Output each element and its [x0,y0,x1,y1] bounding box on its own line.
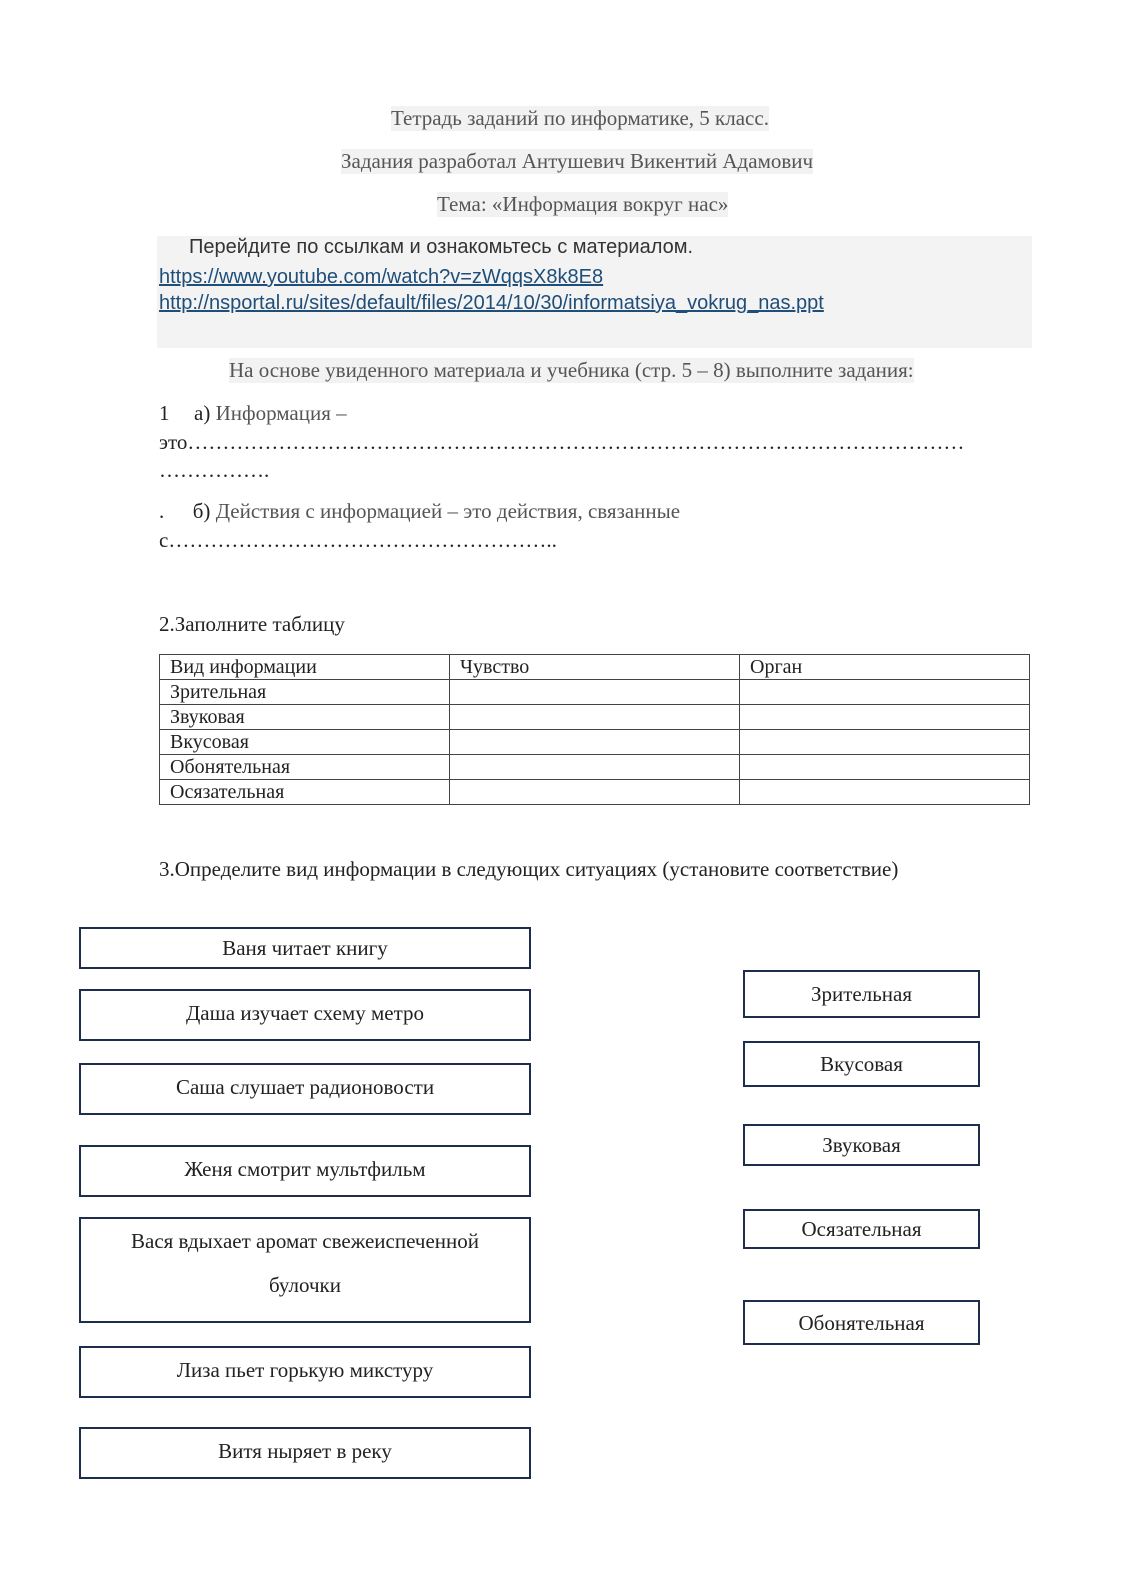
situation-label: Лиза пьет горькую микстуру [176,1358,434,1382]
document-title: Тетрадь заданий по информатике, 5 класс. [391,106,769,130]
links-intro: Перейдите по ссылкам и ознакомьтесь с материалом. [189,236,694,258]
empty-answer-cell[interactable] [450,680,740,705]
youtube-link[interactable]: https://www.youtube.com/watch?v=zWqqsX8k8E8 [159,266,604,288]
row-type-cell: Обонятельная [160,755,450,780]
task1-a-text: Информация – [215,401,347,425]
empty-answer-cell[interactable] [450,705,740,730]
row-type-cell: Зрительная [160,680,450,705]
empty-answer-cell[interactable] [450,730,740,755]
type-box[interactable] [743,1041,980,1087]
situation-box[interactable] [79,927,531,969]
empty-answer-cell[interactable] [450,780,740,805]
type-label: Обонятельная [798,1310,925,1335]
situation-box[interactable] [79,1427,531,1479]
task1-b-answer-line: с……………………………………………….. [159,528,557,552]
situation-box[interactable] [79,1063,531,1115]
task1-a-answer-line2: ……………. [159,458,270,482]
situation-label: Женя смотрит мультфильм [184,1157,426,1181]
situation-box[interactable] [79,1346,531,1398]
task1-b-dot: . [159,499,165,523]
table-row [160,730,1030,755]
task1-b [159,499,680,524]
nsportal-link[interactable]: http://nsportal.ru/sites/default/files/2014/10/30/informatsiya_vokrug_nas.ppt [159,292,824,314]
row-type-cell: Звуковая [160,705,450,730]
task1-a-answer-line: это………………………………………………………………………………………………… [159,430,965,454]
situation-label-cont: булочки [269,1273,341,1297]
author-line: Задания разработал Антушевич Викентий Адамович [341,149,814,173]
type-box[interactable] [743,1300,980,1345]
situation-box[interactable] [79,989,531,1041]
links-section [157,236,1032,348]
info-table [159,654,1030,805]
empty-answer-cell[interactable] [740,705,1030,730]
header-cell-organ: Орган [740,655,1030,680]
empty-answer-cell[interactable] [740,680,1030,705]
header-cell-sense: Чувство [450,655,740,680]
type-box[interactable] [743,970,980,1018]
type-box[interactable] [743,1209,980,1249]
table-row [160,780,1030,805]
type-label: Осязательная [801,1217,922,1241]
empty-answer-cell[interactable] [740,755,1030,780]
situation-label: Даша изучает схему метро [185,1001,425,1025]
header-cell-type: Вид информации [160,655,450,680]
situation-box[interactable] [79,1145,531,1197]
task1-b-text: Действия с информацией – это действия, связанные [215,499,681,523]
table-row [160,680,1030,705]
table-row [160,755,1030,780]
topic-line: Тема: «Информация вокруг нас» [437,192,729,216]
table-header-row [160,655,1030,680]
task2-title: 2.Заполните таблицу [159,612,345,636]
type-label: Звуковая [822,1133,901,1157]
instruction-text: На основе увиденного материала и учебника (стр. 5 – 8) выполните задания: [229,358,914,382]
type-label: Вкусовая [820,1052,903,1076]
task1-number: 1 [159,401,170,425]
situation-label: Вася вдыхает аромат свежеиспеченной [131,1229,479,1253]
table-row [160,705,1030,730]
task1-a-label: а) [194,401,211,425]
type-label: Зрительная [810,982,913,1006]
task1-a [159,401,347,426]
situation-label: Саша слушает радионовости [175,1075,435,1099]
task3-title: 3.Определите вид информации в следующих ситуациях (установите соответствие) [159,857,899,881]
empty-answer-cell[interactable] [450,755,740,780]
situation-label: Витя ныряет в реку [218,1439,392,1463]
empty-answer-cell[interactable] [740,730,1030,755]
type-box[interactable] [743,1124,980,1166]
situation-label: Ваня читает книгу [222,936,388,960]
task1-b-label: б) [192,499,211,523]
row-type-cell: Осязательная [160,780,450,805]
row-type-cell: Вкусовая [160,730,450,755]
situation-box[interactable] [79,1217,531,1323]
empty-answer-cell[interactable] [740,780,1030,805]
